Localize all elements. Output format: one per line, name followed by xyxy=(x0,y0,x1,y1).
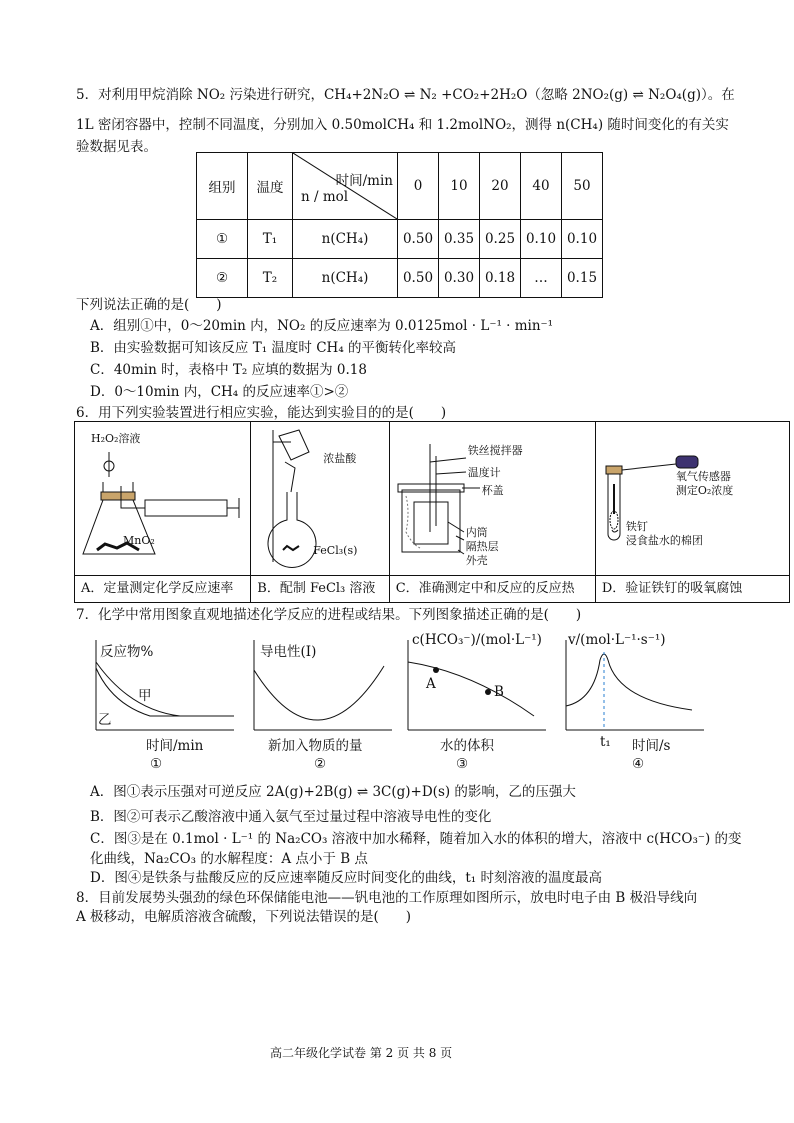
cell-value: 0.30 xyxy=(439,259,480,298)
label-o2-measure: 测定O₂浓度 xyxy=(675,484,734,497)
graph-4-xlabel: 时间/s xyxy=(632,738,671,754)
cell-quantity: n(CH₄) xyxy=(293,259,398,298)
label-insulation: 隔热层 xyxy=(465,540,499,553)
q7-option-c-cont: 化曲线，Na₂CO₃ 的水解程度：A 点小于 B 点 xyxy=(90,851,368,867)
cell-value: 0.10 xyxy=(562,220,603,259)
q5-option-a: A．组别①中，0～20min 内，NO₂ 的反应速率为 0.0125mol · L⁻¹ · min⁻¹ xyxy=(90,318,554,334)
diag-bottom-label: n / mol xyxy=(301,189,349,205)
graph-4 xyxy=(560,630,710,770)
curve-jia xyxy=(96,662,234,716)
q5-option-d: D．0～10min 内，CH₄ 的反应速率①>② xyxy=(90,384,349,400)
table-row xyxy=(197,259,603,298)
panel-a xyxy=(75,422,251,602)
graph-1-curve-label-jia: 甲 xyxy=(138,688,152,704)
q6-apparatus-figure xyxy=(74,421,790,603)
label-shell: 外壳 xyxy=(465,554,488,567)
time-header: 10 xyxy=(439,153,480,220)
label-cotton: 浸食盐水的棉团 xyxy=(625,534,703,547)
panel-b xyxy=(251,422,389,602)
cell-quantity: n(CH₄) xyxy=(293,220,398,259)
graph-1 xyxy=(90,630,240,770)
label-iron-nail: 铁钉 xyxy=(625,520,648,533)
q5-prompt: 下列说法正确的是( ) xyxy=(76,297,222,313)
curve-conductivity xyxy=(254,666,384,720)
graph-3-ylabel: c(HCO₃⁻)/(mol·L⁻¹) xyxy=(412,632,542,648)
time-header: 20 xyxy=(480,153,521,220)
panel-c xyxy=(390,422,596,602)
q5-option-c: C．40min 时，表格中 T₂ 应填的数据为 0.18 xyxy=(90,362,367,378)
cell-group: ② xyxy=(197,259,248,298)
header-diagonal-cell xyxy=(293,153,398,220)
q6-stem: 6．用下列实验装置进行相应实验，能达到实验目的的是( ) xyxy=(76,405,447,421)
label-stirrer: 铁丝搅拌器 xyxy=(467,444,523,457)
time-header: 0 xyxy=(398,153,439,220)
graph-4-ylabel: v/(mol·L⁻¹·s⁻¹) xyxy=(568,632,666,648)
cell-value: 0.25 xyxy=(480,220,521,259)
q5-option-b: B．由实验数据可知该反应 T₁ 温度时 CH₄ 的平衡转化率较高 xyxy=(90,340,457,356)
q8-line2: A 极移动，电解质溶液含硫酸，下列说法错误的是( ) xyxy=(76,909,412,925)
label-h2o2: H₂O₂溶液 xyxy=(91,432,141,445)
caption-b: B．配制 FeCl₃ 溶液 xyxy=(251,575,388,602)
time-header: 40 xyxy=(521,153,562,220)
graph-1-number: ① xyxy=(150,756,163,772)
graph-1-curve-label-yi: 乙 xyxy=(98,712,112,728)
graph-3 xyxy=(402,630,552,770)
graph-3-number: ③ xyxy=(456,756,469,772)
cell-group: ① xyxy=(197,220,248,259)
graph-3-xlabel: 水的体积 xyxy=(440,738,494,754)
curve-yi xyxy=(96,668,234,716)
curve-rate xyxy=(566,654,692,710)
graph-2-number: ② xyxy=(314,756,327,772)
page-footer: 高二年级化学试卷 第 2 页 共 8 页 xyxy=(270,1046,453,1060)
apparatus-d-drawing xyxy=(596,422,790,576)
panel-d xyxy=(596,422,789,602)
table-row xyxy=(197,220,603,259)
time-header: 50 xyxy=(562,153,603,220)
caption-a: A．定量测定化学反应速率 xyxy=(75,575,250,602)
q7-option-b: B．图②可表示乙酸溶液中通入氨气至过量过程中溶液导电性的变化 xyxy=(90,809,492,825)
cell-value: 0.10 xyxy=(521,220,562,259)
cell-value: 0.15 xyxy=(562,259,603,298)
caption-d: D．验证铁钉的吸氧腐蚀 xyxy=(596,575,789,602)
graph-2 xyxy=(248,630,398,770)
graph-4-t1-label: t₁ xyxy=(600,734,611,750)
cell-temp: T₂ xyxy=(248,259,293,298)
cell-value: 0.18 xyxy=(480,259,521,298)
q5-stem-line1: 5．对利用甲烷消除 NO₂ 污染进行研究，CH₄+2N₂O ⇌ N₂ +CO₂+2H₂O（忽略 2NO₂(g) ⇌ N₂O₄(g)）。在 xyxy=(76,87,735,103)
graph-4-number: ④ xyxy=(632,756,645,772)
header-temp: 温度 xyxy=(248,153,293,220)
q8-line1: 8．目前发展势头强劲的绿色环保储能电池——钒电池的工作原理如图所示，放电时电子由 B 极沿导线向 xyxy=(76,890,698,906)
caption-c: C．准确测定中和反应的反应热 xyxy=(390,575,595,602)
point-b xyxy=(485,689,491,695)
label-mno2: MnO₂ xyxy=(123,534,155,547)
q7-option-d: D．图④是铁条与盐酸反应的反应速率随反应时间变化的曲线，t₁ 时刻溶液的温度最高 xyxy=(90,870,602,886)
graph-1-ylabel: 反应物% xyxy=(100,644,154,660)
cell-value: 0.50 xyxy=(398,259,439,298)
graph-3-point-a-label: A xyxy=(426,676,436,692)
graph-3-plot xyxy=(402,640,552,740)
point-a xyxy=(433,667,439,673)
label-lid: 杯盖 xyxy=(481,484,504,497)
graph-4-plot xyxy=(560,640,710,740)
cell-value: 0.35 xyxy=(439,220,480,259)
label-o2-sensor: 氧气传感器 xyxy=(675,470,731,483)
label-inner-cup: 内筒 xyxy=(465,526,488,539)
q5-data-table xyxy=(196,152,603,298)
q7-option-a: A．图①表示压强对可逆反应 2A(g)+2B(g) ⇌ 3C(g)+D(s) 的影响，乙的压强大 xyxy=(90,784,576,800)
cell-value: 0.50 xyxy=(398,220,439,259)
label-thermometer: 温度计 xyxy=(467,466,501,479)
graph-2-ylabel: 导电性(I) xyxy=(260,644,317,660)
graph-3-point-b-label: B xyxy=(494,684,504,700)
q7-stem: 7．化学中常用图象直观地描述化学反应的进程或结果。下列图象描述正确的是( ) xyxy=(76,607,582,623)
label-hcl: 浓盐酸 xyxy=(323,452,357,465)
header-group: 组别 xyxy=(197,153,248,220)
graph-2-xlabel: 新加入物质的量 xyxy=(268,738,363,754)
graph-1-xlabel: 时间/min xyxy=(146,738,204,754)
cell-temp: T₁ xyxy=(248,220,293,259)
diag-top-label: 时间/min xyxy=(335,173,393,189)
q5-stem-line3: 验数据见表。 xyxy=(76,139,157,155)
cell-value: … xyxy=(521,259,562,298)
q7-option-c: C．图③是在 0.1mol · L⁻¹ 的 Na₂CO₃ 溶液中加水稀释，随着加入水的体积的增大，溶液中 c(HCO₃⁻) 的变 xyxy=(90,831,742,847)
q5-stem-line2: 1L 密闭容器中，控制不同温度，分别加入 0.50molCH₄ 和 1.2molNO₂，测得 n(CH₄) 随时间变化的有关实 xyxy=(76,117,729,133)
label-fecl3: FeCl₃(s) xyxy=(313,544,358,557)
